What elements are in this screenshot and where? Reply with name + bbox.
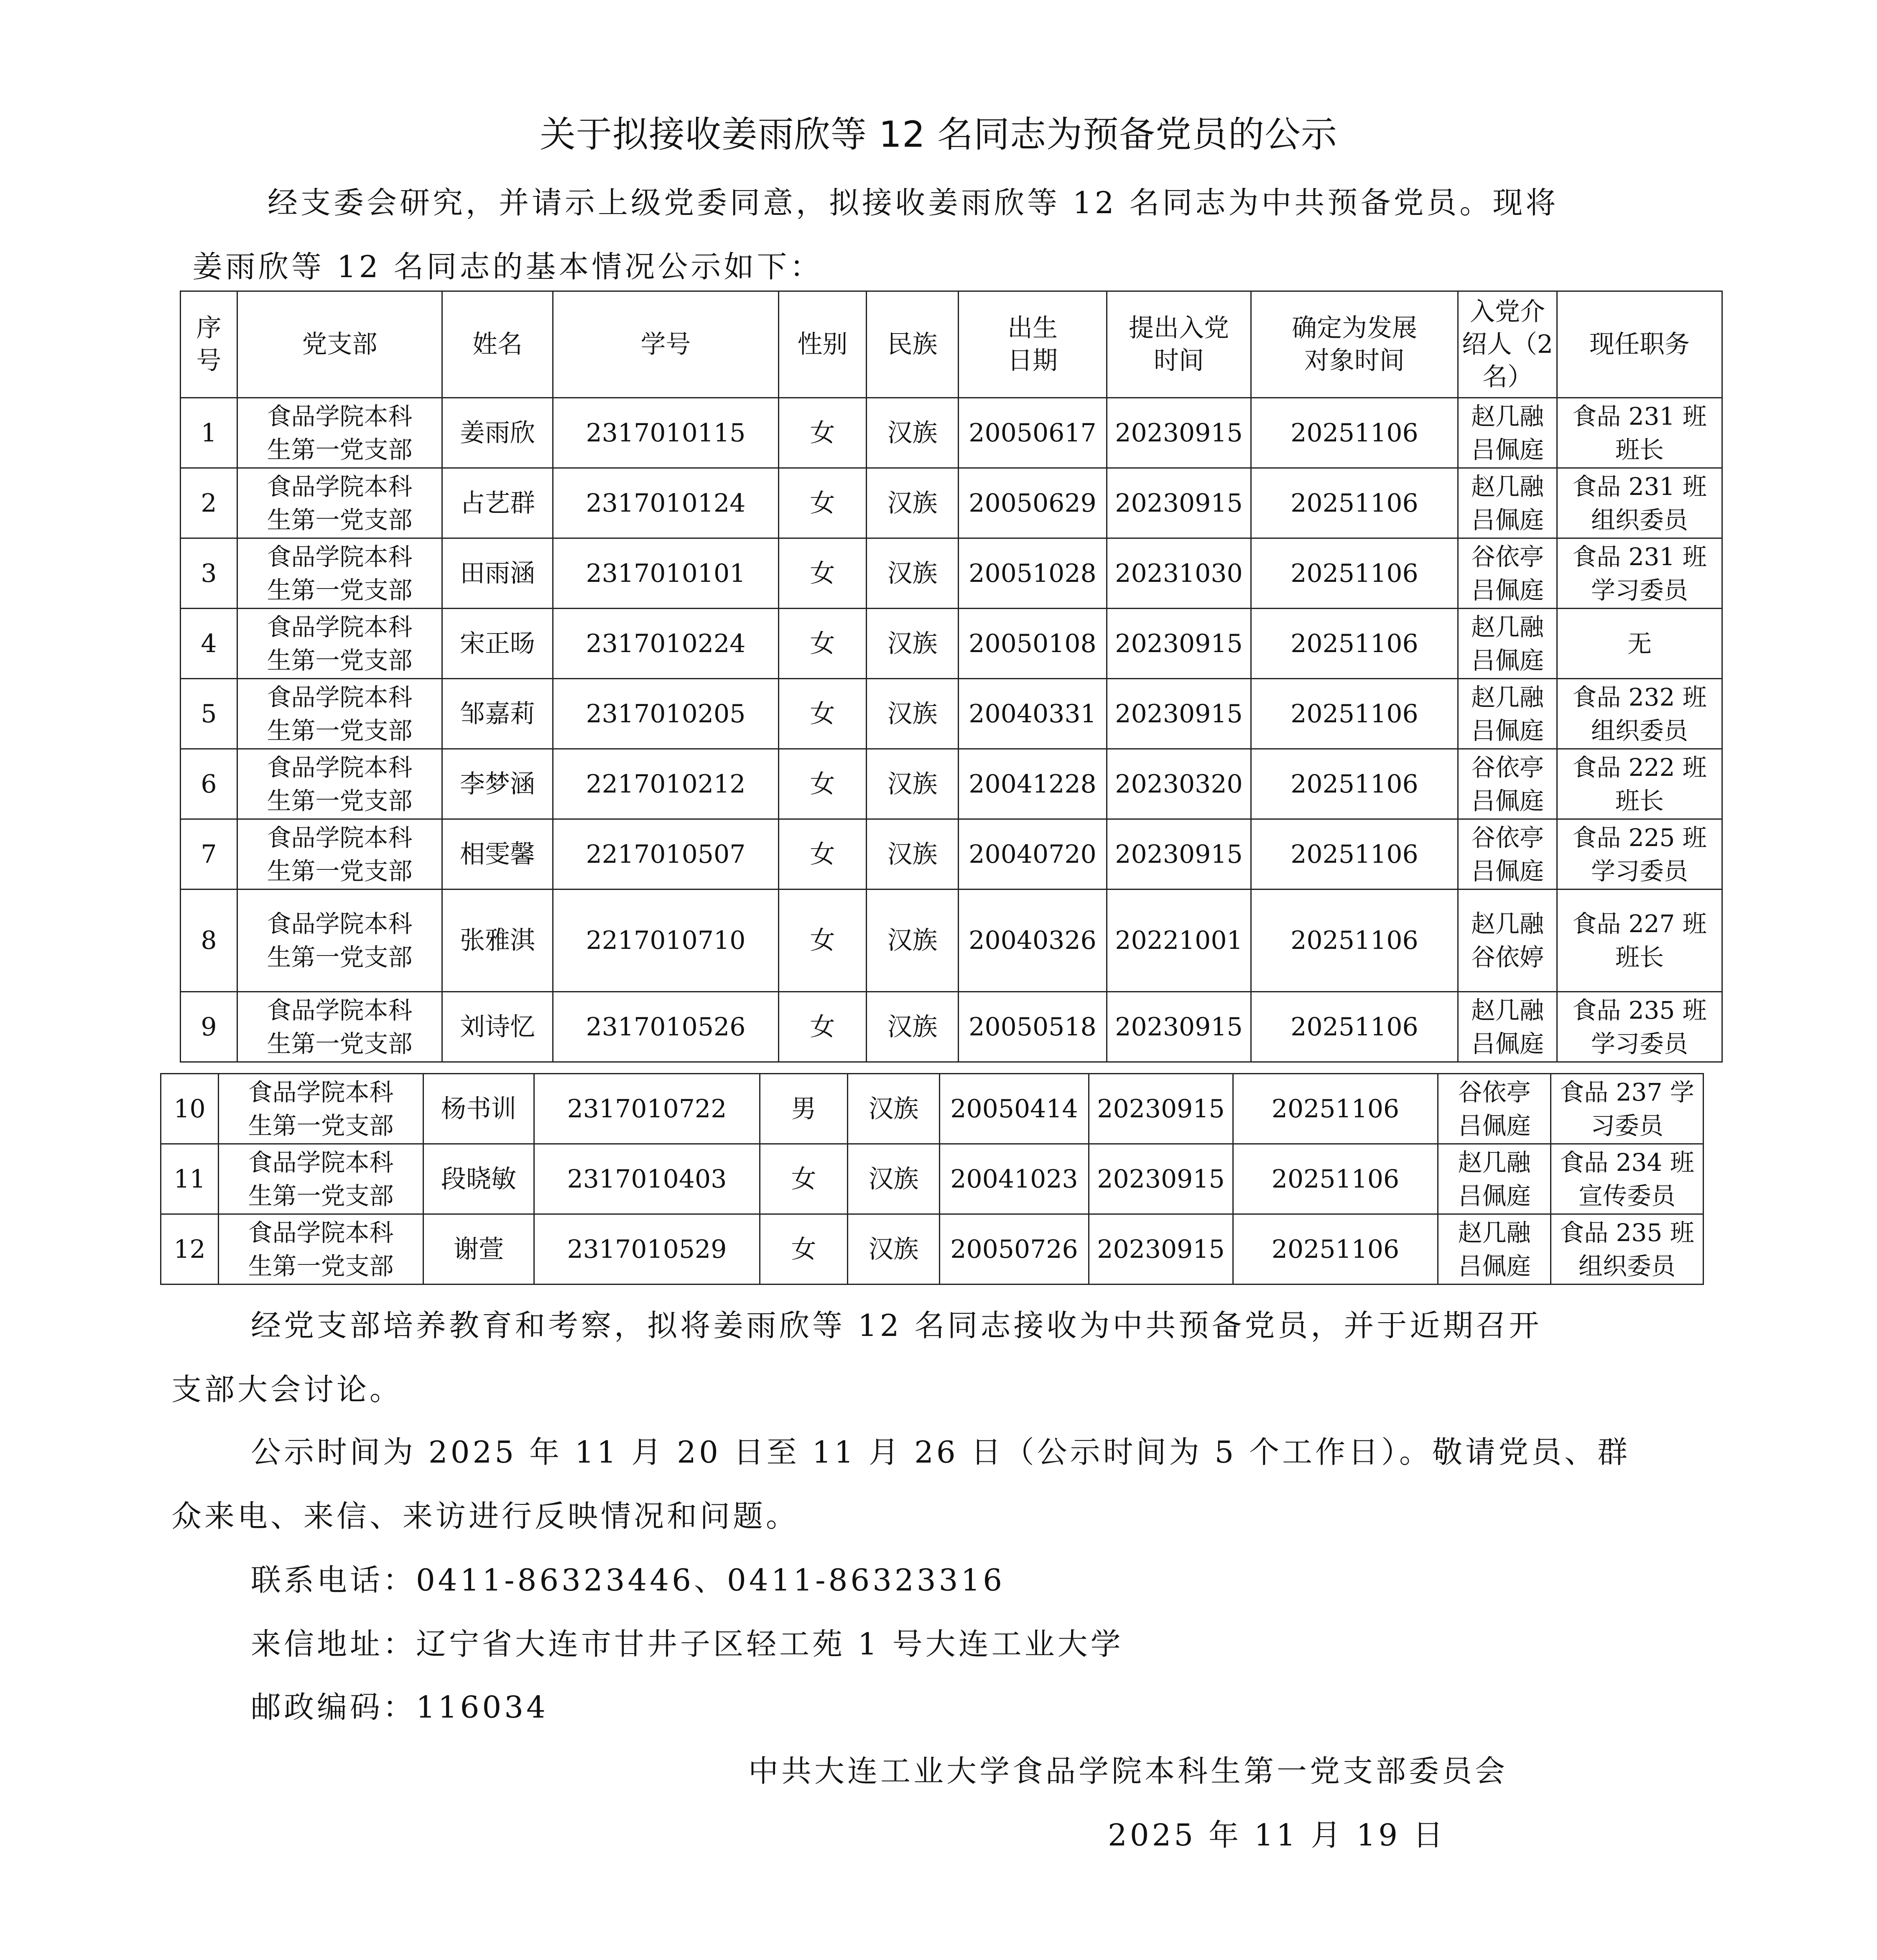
header-birth-date [959, 291, 1107, 398]
cell-position-line: 食品 234 班 [1560, 1148, 1694, 1177]
cell-apply-date: 20230320 [1107, 749, 1251, 819]
cell-position [1557, 679, 1722, 749]
header-introducers [1458, 291, 1557, 398]
header-develop-date [1251, 291, 1458, 398]
cell-position-line: 食品 235 班 [1572, 996, 1707, 1025]
table-row [181, 819, 1722, 890]
cell-ethnicity: 汉族 [867, 679, 959, 749]
cell-seq: 7 [181, 819, 237, 890]
paragraph-1-line-2: 支部大会讨论。 [171, 1372, 403, 1407]
candidates-table-continued [160, 1073, 1704, 1285]
cell-gender: 女 [779, 819, 867, 890]
cell-position-line: 习委员 [1590, 1111, 1663, 1140]
cell-name: 杨书训 [423, 1074, 534, 1144]
paragraph-2-line-1: 公示时间为 2025 年 11 月 20 日至 11 月 26 日（公示时间为 5 个工作日）。敬请党员、群 [251, 1435, 1631, 1470]
cell-position [1557, 609, 1722, 679]
table-row [181, 992, 1722, 1062]
cell-position-line: 食品 237 学 [1560, 1078, 1694, 1106]
cell-seq: 2 [181, 468, 237, 538]
cell-branch [237, 609, 442, 679]
cell-branch-line: 生第一党支部 [267, 856, 413, 885]
cell-branch-line: 生第一党支部 [267, 1029, 413, 1058]
cell-branch [237, 749, 442, 819]
table-row [181, 398, 1722, 468]
cell-introducers [1458, 749, 1557, 819]
cell-develop-date: 20251106 [1251, 890, 1458, 992]
cell-branch-line: 食品学院本科 [248, 1148, 394, 1177]
cell-introducers-line: 谷依亭 [1458, 1078, 1531, 1106]
cell-seq: 4 [181, 609, 237, 679]
cell-position-line: 食品 235 班 [1560, 1218, 1694, 1247]
cell-branch [237, 468, 442, 538]
cell-position-line: 学习委员 [1591, 856, 1688, 885]
cell-branch-line: 生第一党支部 [267, 716, 413, 745]
header-ethnicity-line: 民族 [887, 330, 938, 359]
cell-seq: 1 [181, 398, 237, 468]
cell-introducers [1458, 992, 1557, 1062]
cell-apply-date: 20230915 [1089, 1214, 1233, 1285]
header-apply-date-line: 时间 [1154, 346, 1204, 375]
cell-name: 宋正旸 [442, 609, 553, 679]
header-name-line: 姓名 [472, 330, 523, 359]
header-gender-line: 性别 [797, 330, 848, 359]
header-introducers-line: 绍人（2 [1461, 330, 1553, 359]
cell-branch-line: 食品学院本科 [267, 402, 413, 431]
cell-develop-date: 20251106 [1251, 468, 1458, 538]
cell-apply-date: 20230915 [1107, 679, 1251, 749]
header-develop-date-line: 确定为发展 [1292, 313, 1417, 343]
cell-seq: 5 [181, 679, 237, 749]
cell-branch [237, 679, 442, 749]
header-student-id-line: 学号 [640, 330, 691, 359]
header-seq-line: 号 [196, 346, 222, 375]
table-row [161, 1214, 1704, 1285]
cell-apply-date: 20231030 [1107, 538, 1251, 609]
table-row [181, 538, 1722, 609]
cell-seq: 11 [161, 1144, 219, 1214]
cell-introducers [1438, 1074, 1551, 1144]
cell-name: 姜雨欣 [442, 398, 553, 468]
cell-ethnicity: 汉族 [867, 819, 959, 890]
cell-student-id: 2317010124 [553, 468, 779, 538]
candidates-table [180, 291, 1723, 1063]
cell-position [1557, 398, 1722, 468]
header-apply-date [1107, 291, 1251, 398]
cell-introducers-line: 谷依亭 [1471, 542, 1544, 571]
cell-position [1551, 1214, 1704, 1285]
cell-branch-line: 生第一党支部 [267, 505, 413, 534]
cell-apply-date: 20230915 [1107, 609, 1251, 679]
signature-organization: 中共大连工业大学食品学院本科生第一党支部委员会 [748, 1754, 1508, 1789]
cell-introducers [1458, 679, 1557, 749]
cell-branch-line: 食品学院本科 [267, 910, 413, 938]
cell-seq: 6 [181, 749, 237, 819]
cell-introducers [1458, 538, 1557, 609]
cell-birth-date: 20051028 [959, 538, 1107, 609]
table-row [181, 890, 1722, 992]
intro-line-2: 姜雨欣等 12 名同志的基本情况公示如下： [192, 249, 823, 284]
cell-develop-date: 20251106 [1233, 1144, 1438, 1214]
cell-apply-date: 20230915 [1107, 468, 1251, 538]
cell-branch-line: 食品学院本科 [267, 753, 413, 782]
cell-birth-date: 20050414 [940, 1074, 1089, 1144]
cell-introducers-line: 谷依亭 [1471, 823, 1544, 852]
cell-introducers-line: 赵几融 [1471, 402, 1544, 431]
cell-introducers-line: 谷依亭 [1471, 753, 1544, 782]
cell-position-line: 食品 231 班 [1572, 542, 1707, 571]
cell-birth-date: 20050629 [959, 468, 1107, 538]
cell-branch [237, 819, 442, 890]
cell-position-line: 班长 [1615, 786, 1664, 815]
cell-ethnicity: 汉族 [867, 609, 959, 679]
cell-branch-line: 食品学院本科 [267, 472, 413, 501]
cell-ethnicity: 汉族 [867, 398, 959, 468]
cell-seq: 12 [161, 1214, 219, 1285]
cell-student-id: 2217010710 [553, 890, 779, 992]
cell-position [1557, 538, 1722, 609]
cell-ethnicity: 汉族 [848, 1144, 940, 1214]
cell-introducers [1438, 1214, 1551, 1285]
cell-apply-date: 20230915 [1089, 1144, 1233, 1214]
cell-position-line: 组织委员 [1591, 716, 1688, 745]
cell-position-line: 无 [1627, 629, 1652, 658]
cell-introducers-line: 吕佩庭 [1471, 505, 1544, 534]
cell-student-id: 2317010101 [553, 538, 779, 609]
cell-student-id: 2217010212 [553, 749, 779, 819]
table-header-row [181, 291, 1722, 398]
header-branch-line: 党支部 [302, 330, 377, 359]
cell-birth-date: 20050617 [959, 398, 1107, 468]
cell-introducers-line: 赵几融 [1458, 1218, 1531, 1247]
cell-introducers-line: 赵几融 [1471, 683, 1544, 711]
cell-ethnicity: 汉族 [867, 749, 959, 819]
cell-apply-date: 20221001 [1107, 890, 1251, 992]
header-introducers-line: 入党介 [1470, 297, 1545, 326]
header-gender [779, 291, 867, 398]
cell-introducers-line: 吕佩庭 [1471, 435, 1544, 464]
cell-student-id: 2317010115 [553, 398, 779, 468]
postal-code: 邮政编码：116034 [251, 1690, 548, 1725]
cell-branch-line: 生第一党支部 [248, 1111, 394, 1140]
header-birth-date-line: 出生 [1007, 313, 1058, 343]
paragraph-1-line-1: 经党支部培养教育和考察，拟将姜雨欣等 12 名同志接收为中共预备党员，并于近期召开 [251, 1308, 1542, 1343]
cell-branch-line: 食品学院本科 [267, 612, 413, 641]
cell-position-line: 学习委员 [1591, 1029, 1688, 1058]
cell-gender: 女 [779, 992, 867, 1062]
header-position-line: 现任职务 [1589, 330, 1690, 359]
cell-position [1557, 819, 1722, 890]
document-title: 关于拟接收姜雨欣等 12 名同志为预备党员的公示 [539, 114, 1338, 155]
cell-birth-date: 20050108 [959, 609, 1107, 679]
cell-introducers-line: 赵几融 [1471, 910, 1544, 938]
cell-gender: 女 [760, 1144, 848, 1214]
cell-position-line: 食品 231 班 [1572, 402, 1707, 431]
cell-ethnicity: 汉族 [867, 538, 959, 609]
cell-develop-date: 20251106 [1251, 749, 1458, 819]
cell-branch-line: 生第一党支部 [267, 576, 413, 604]
cell-position-line: 食品 227 班 [1572, 910, 1707, 938]
cell-gender: 女 [779, 749, 867, 819]
cell-position [1557, 890, 1722, 992]
cell-name: 田雨涵 [442, 538, 553, 609]
cell-student-id: 2217010507 [553, 819, 779, 890]
cell-introducers-line: 吕佩庭 [1458, 1251, 1531, 1280]
header-name [442, 291, 553, 398]
cell-gender: 女 [779, 609, 867, 679]
cell-introducers-line: 吕佩庭 [1471, 716, 1544, 745]
header-introducers-line: 名） [1482, 362, 1533, 392]
cell-position-line: 班长 [1615, 435, 1664, 464]
cell-position-line: 组织委员 [1591, 505, 1688, 534]
contact-phone: 联系电话：0411-86323446、0411-86323316 [251, 1562, 1005, 1598]
cell-apply-date: 20230915 [1107, 819, 1251, 890]
cell-student-id: 2317010722 [534, 1074, 760, 1144]
cell-ethnicity: 汉族 [867, 992, 959, 1062]
cell-gender: 女 [779, 468, 867, 538]
cell-introducers [1458, 609, 1557, 679]
table-row [181, 609, 1722, 679]
cell-birth-date: 20040720 [959, 819, 1107, 890]
cell-introducers-line: 吕佩庭 [1458, 1181, 1531, 1210]
cell-seq: 8 [181, 890, 237, 992]
cell-branch-line: 食品学院本科 [267, 996, 413, 1025]
cell-student-id: 2317010403 [534, 1144, 760, 1214]
cell-introducers [1438, 1144, 1551, 1214]
cell-gender: 女 [779, 538, 867, 609]
cell-introducers-line: 赵几融 [1471, 612, 1544, 641]
cell-position [1551, 1144, 1704, 1214]
header-position [1557, 291, 1722, 398]
cell-position-line: 宣传委员 [1578, 1181, 1676, 1210]
cell-introducers-line: 吕佩庭 [1471, 1029, 1544, 1058]
header-develop-date-line: 对象时间 [1304, 346, 1405, 375]
cell-branch-line: 生第一党支部 [267, 786, 413, 815]
cell-develop-date: 20251106 [1251, 992, 1458, 1062]
cell-position-line: 班长 [1615, 943, 1664, 971]
cell-branch [237, 890, 442, 992]
cell-introducers-line: 吕佩庭 [1458, 1111, 1531, 1140]
cell-ethnicity: 汉族 [848, 1214, 940, 1285]
cell-branch [219, 1074, 423, 1144]
intro-line-1: 经支委会研究，并请示上级党委同意，拟接收姜雨欣等 12 名同志为中共预备党员。现将 [268, 185, 1559, 220]
cell-apply-date: 20230915 [1107, 992, 1251, 1062]
cell-gender: 女 [779, 398, 867, 468]
cell-name: 邹嘉莉 [442, 679, 553, 749]
header-ethnicity [867, 291, 959, 398]
cell-position [1557, 749, 1722, 819]
cell-introducers-line: 赵几融 [1458, 1148, 1531, 1177]
cell-introducers-line: 吕佩庭 [1471, 646, 1544, 675]
cell-seq: 9 [181, 992, 237, 1062]
cell-gender: 女 [779, 890, 867, 992]
cell-develop-date: 20251106 [1233, 1214, 1438, 1285]
cell-position-line: 食品 232 班 [1572, 683, 1707, 711]
cell-name: 李梦涵 [442, 749, 553, 819]
cell-birth-date: 20050518 [959, 992, 1107, 1062]
cell-student-id: 2317010529 [534, 1214, 760, 1285]
cell-branch [237, 992, 442, 1062]
cell-position-line: 组织委员 [1578, 1251, 1676, 1280]
cell-position [1557, 992, 1722, 1062]
cell-introducers-line: 赵几融 [1471, 996, 1544, 1025]
signature-date: 2025 年 11 月 19 日 [1108, 1817, 1446, 1853]
table-row [161, 1144, 1704, 1214]
cell-student-id: 2317010224 [553, 609, 779, 679]
header-student-id [553, 291, 779, 398]
cell-branch-line: 食品学院本科 [248, 1218, 394, 1247]
cell-introducers-line: 赵几融 [1471, 472, 1544, 501]
cell-birth-date: 20050726 [940, 1214, 1089, 1285]
cell-branch-line: 生第一党支部 [248, 1181, 394, 1210]
table-row [181, 679, 1722, 749]
cell-gender: 男 [760, 1074, 848, 1144]
cell-branch-line: 食品学院本科 [267, 542, 413, 571]
mailing-address: 来信地址：辽宁省大连市甘井子区轻工苑 1 号大连工业大学 [251, 1626, 1124, 1662]
table-row [161, 1074, 1704, 1144]
paragraph-2-line-2: 众来电、来信、来访进行反映情况和问题。 [171, 1499, 799, 1534]
cell-branch-line: 食品学院本科 [267, 683, 413, 711]
cell-develop-date: 20251106 [1251, 679, 1458, 749]
cell-develop-date: 20251106 [1251, 538, 1458, 609]
header-apply-date-line: 提出入党 [1129, 313, 1229, 343]
cell-name: 谢萱 [423, 1214, 534, 1285]
cell-develop-date: 20251106 [1251, 609, 1458, 679]
cell-apply-date: 20230915 [1107, 398, 1251, 468]
cell-branch [219, 1144, 423, 1214]
cell-introducers [1458, 398, 1557, 468]
table-row [181, 749, 1722, 819]
cell-seq: 10 [161, 1074, 219, 1144]
cell-position-line: 学习委员 [1591, 576, 1688, 604]
cell-ethnicity: 汉族 [867, 890, 959, 992]
cell-branch [237, 398, 442, 468]
cell-branch-line: 生第一党支部 [267, 435, 413, 464]
cell-introducers [1458, 468, 1557, 538]
cell-apply-date: 20230915 [1089, 1074, 1233, 1144]
cell-introducers-line: 谷依婷 [1471, 943, 1544, 971]
cell-introducers-line: 吕佩庭 [1471, 856, 1544, 885]
cell-position-line: 食品 231 班 [1572, 472, 1707, 501]
cell-branch [237, 538, 442, 609]
cell-introducers-line: 吕佩庭 [1471, 786, 1544, 815]
cell-branch-line: 食品学院本科 [248, 1078, 394, 1106]
cell-student-id: 2317010205 [553, 679, 779, 749]
cell-position-line: 食品 225 班 [1572, 823, 1707, 852]
cell-ethnicity: 汉族 [848, 1074, 940, 1144]
cell-branch-line: 食品学院本科 [267, 823, 413, 852]
cell-name: 张雅淇 [442, 890, 553, 992]
header-branch [237, 291, 442, 398]
cell-name: 刘诗忆 [442, 992, 553, 1062]
cell-develop-date: 20251106 [1233, 1074, 1438, 1144]
cell-position [1557, 468, 1722, 538]
cell-develop-date: 20251106 [1251, 398, 1458, 468]
cell-gender: 女 [760, 1214, 848, 1285]
cell-student-id: 2317010526 [553, 992, 779, 1062]
cell-ethnicity: 汉族 [867, 468, 959, 538]
cell-birth-date: 20041023 [940, 1144, 1089, 1214]
cell-branch-line: 生第一党支部 [267, 943, 413, 971]
cell-introducers-line: 吕佩庭 [1471, 576, 1544, 604]
cell-branch-line: 生第一党支部 [248, 1251, 394, 1280]
cell-birth-date: 20040326 [959, 890, 1107, 992]
cell-branch [219, 1214, 423, 1285]
cell-seq: 3 [181, 538, 237, 609]
cell-position-line: 食品 222 班 [1572, 753, 1707, 782]
cell-develop-date: 20251106 [1251, 819, 1458, 890]
header-seq [181, 291, 237, 398]
cell-birth-date: 20040331 [959, 679, 1107, 749]
cell-branch-line: 生第一党支部 [267, 646, 413, 675]
table-row [181, 468, 1722, 538]
cell-name: 段晓敏 [423, 1144, 534, 1214]
cell-introducers [1458, 819, 1557, 890]
cell-name: 占艺群 [442, 468, 553, 538]
header-birth-date-line: 日期 [1007, 346, 1058, 375]
cell-introducers [1458, 890, 1557, 992]
cell-birth-date: 20041228 [959, 749, 1107, 819]
cell-gender: 女 [779, 679, 867, 749]
header-seq-line: 序 [196, 313, 222, 343]
cell-position [1551, 1074, 1704, 1144]
cell-name: 相雯馨 [442, 819, 553, 890]
